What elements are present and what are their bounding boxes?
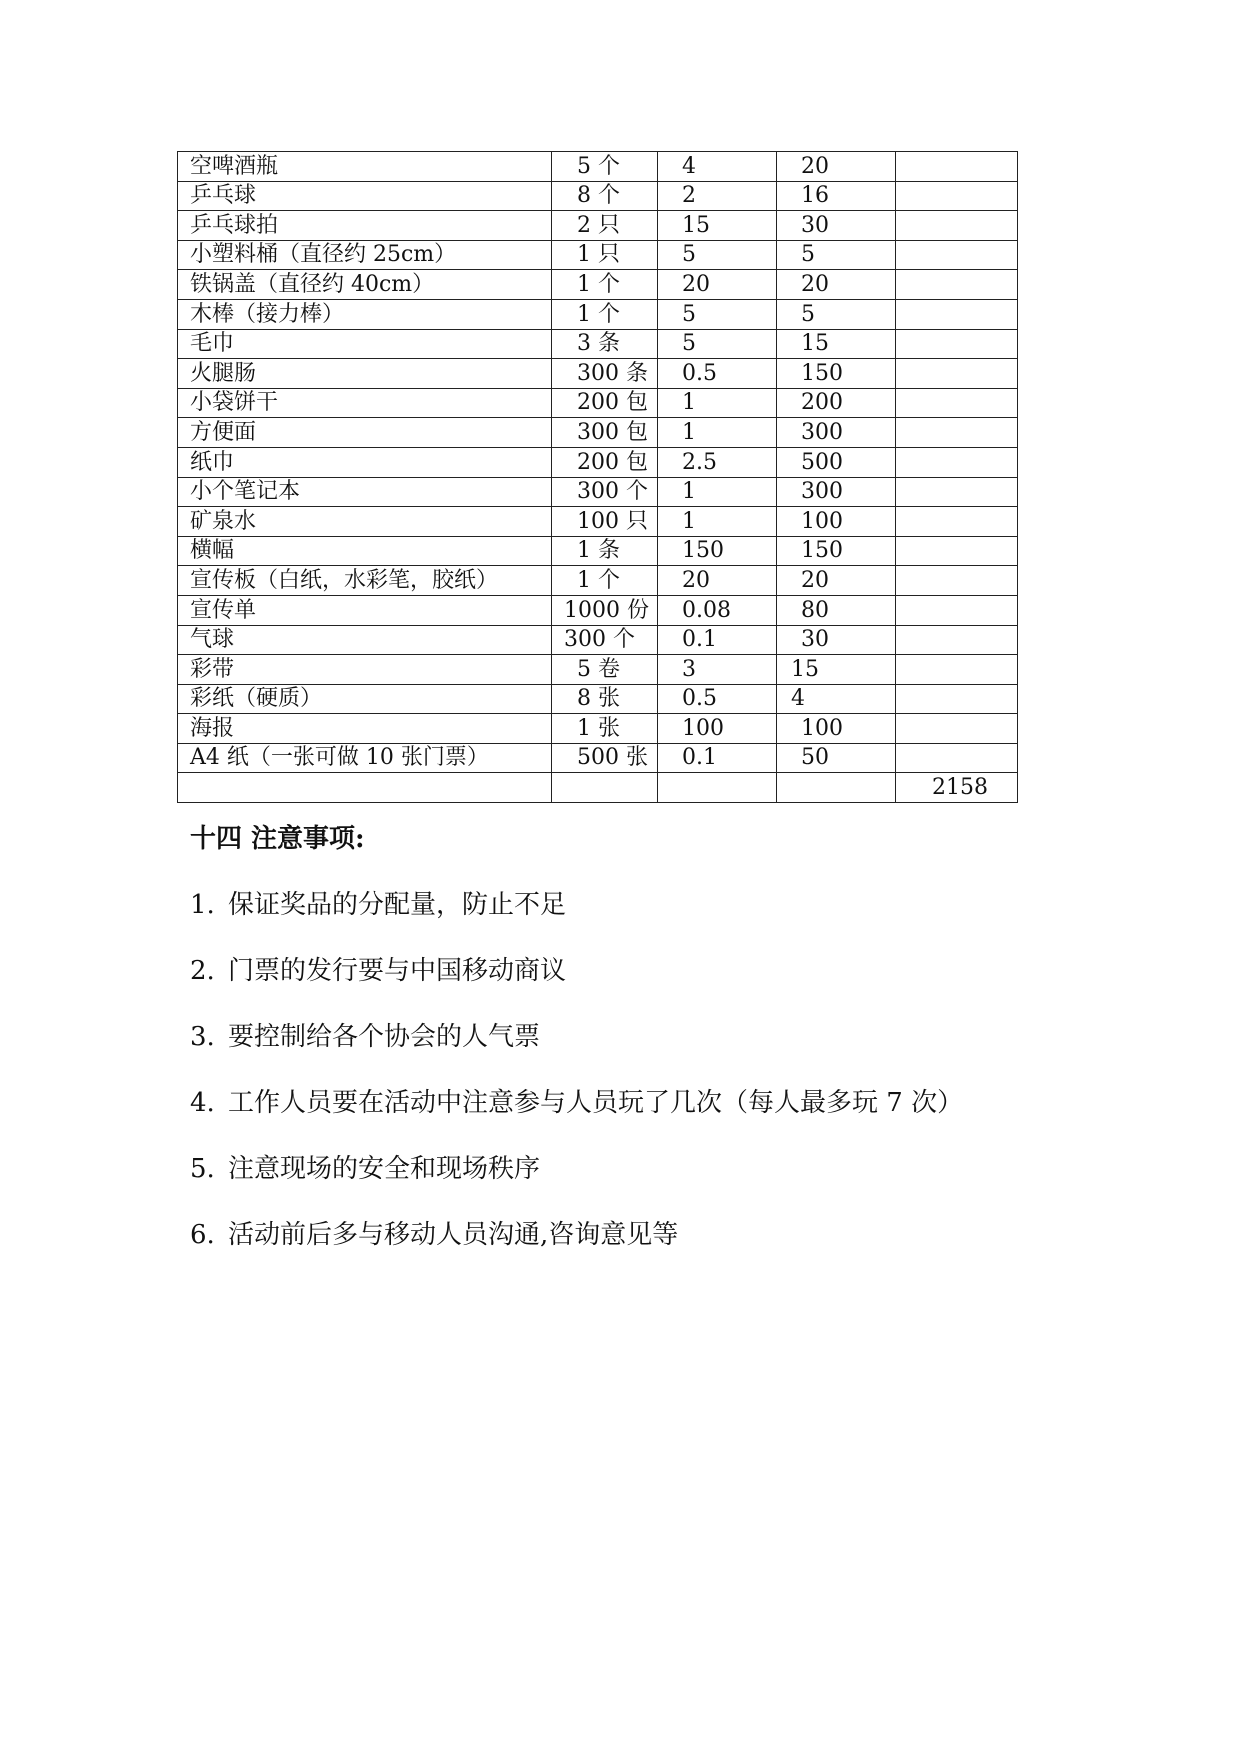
unit-price-cell: 0.08	[658, 595, 777, 625]
unit-price-cell: 0.1	[658, 743, 777, 773]
item-cell: 纸巾	[178, 447, 552, 477]
table-row	[178, 211, 1018, 241]
quantity-cell	[552, 773, 658, 803]
quantity-cell: 8 个	[552, 181, 658, 211]
table-row	[178, 240, 1018, 270]
item-cell: 宣传单	[178, 595, 552, 625]
table-row	[178, 507, 1018, 537]
budget-table-body	[178, 152, 1018, 803]
unit-price-cell: 2.5	[658, 447, 777, 477]
unit-price-cell: 0.5	[658, 684, 777, 714]
table-row	[178, 299, 1018, 329]
quantity-cell: 1 个	[552, 566, 658, 596]
table-row	[178, 684, 1018, 714]
subtotal-cell: 80	[777, 595, 896, 625]
note-number: 4.	[190, 1088, 215, 1118]
item-cell: 彩纸（硬质）	[178, 684, 552, 714]
table-row	[178, 655, 1018, 685]
table-row	[178, 743, 1018, 773]
total-cell	[896, 477, 1018, 507]
unit-price-cell	[658, 773, 777, 803]
subtotal-cell: 50	[777, 743, 896, 773]
subtotal-cell: 300	[777, 477, 896, 507]
subtotal-cell: 16	[777, 181, 896, 211]
quantity-cell: 1000 份	[552, 595, 658, 625]
subtotal-cell: 100	[777, 507, 896, 537]
item-cell: 小塑料桶（直径约 25cm）	[178, 240, 552, 270]
unit-price-cell: 0.1	[658, 625, 777, 655]
total-cell	[896, 655, 1018, 685]
item-cell: 乒乓球拍	[178, 211, 552, 241]
total-cell	[896, 536, 1018, 566]
unit-price-cell: 20	[658, 270, 777, 300]
subtotal-cell: 30	[777, 211, 896, 241]
total-cell	[896, 625, 1018, 655]
quantity-cell: 5 卷	[552, 655, 658, 685]
quantity-cell: 300 个	[552, 477, 658, 507]
note-number: 3.	[190, 1022, 215, 1052]
quantity-cell: 200 包	[552, 388, 658, 418]
table-row	[178, 714, 1018, 744]
note-item	[190, 954, 963, 1020]
table-row	[178, 329, 1018, 359]
subtotal-cell: 200	[777, 388, 896, 418]
quantity-cell: 5 个	[552, 152, 658, 182]
total-cell	[896, 418, 1018, 448]
subtotal-cell: 15	[777, 329, 896, 359]
note-item	[190, 1152, 963, 1218]
total-cell: 2158	[896, 773, 1018, 803]
quantity-cell: 300 包	[552, 418, 658, 448]
unit-price-cell: 5	[658, 299, 777, 329]
table-row	[178, 181, 1018, 211]
item-cell: 乒乓球	[178, 181, 552, 211]
unit-price-cell: 1	[658, 418, 777, 448]
subtotal-cell: 5	[777, 240, 896, 270]
quantity-cell: 300 条	[552, 359, 658, 389]
item-cell: 木棒（接力棒）	[178, 299, 552, 329]
note-number: 1.	[190, 890, 215, 920]
quantity-cell: 1 条	[552, 536, 658, 566]
note-text: 门票的发行要与中国移动商议	[228, 956, 567, 986]
note-item	[190, 1020, 963, 1086]
quantity-cell: 500 张	[552, 743, 658, 773]
unit-price-cell: 3	[658, 655, 777, 685]
subtotal-cell: 20	[777, 566, 896, 596]
item-cell: 方便面	[178, 418, 552, 448]
note-item	[190, 1218, 963, 1284]
total-cell	[896, 507, 1018, 537]
subtotal-cell: 300	[777, 418, 896, 448]
subtotal-cell: 30	[777, 625, 896, 655]
note-item	[190, 888, 963, 954]
note-text: 保证奖品的分配量，防止不足	[228, 890, 567, 920]
section-heading: 十四 注意事项:	[190, 824, 365, 854]
total-cell	[896, 299, 1018, 329]
total-cell	[896, 181, 1018, 211]
subtotal-cell: 4	[777, 684, 896, 714]
total-cell	[896, 329, 1018, 359]
note-number: 6.	[190, 1220, 215, 1250]
table-row	[178, 566, 1018, 596]
subtotal-cell: 15	[777, 655, 896, 685]
quantity-cell: 100 只	[552, 507, 658, 537]
unit-price-cell: 0.5	[658, 359, 777, 389]
subtotal-cell: 20	[777, 270, 896, 300]
unit-price-cell: 15	[658, 211, 777, 241]
table-row	[178, 418, 1018, 448]
table-row	[178, 477, 1018, 507]
unit-price-cell: 2	[658, 181, 777, 211]
subtotal-cell: 100	[777, 714, 896, 744]
quantity-cell: 3 条	[552, 329, 658, 359]
unit-price-cell: 1	[658, 507, 777, 537]
note-text: 活动前后多与移动人员沟通,咨询意见等	[228, 1220, 679, 1250]
item-cell: 火腿肠	[178, 359, 552, 389]
subtotal-cell: 500	[777, 447, 896, 477]
item-cell: 海报	[178, 714, 552, 744]
subtotal-cell	[777, 773, 896, 803]
item-cell: 彩带	[178, 655, 552, 685]
unit-price-cell: 5	[658, 240, 777, 270]
total-cell	[896, 211, 1018, 241]
total-cell	[896, 270, 1018, 300]
unit-price-cell: 1	[658, 388, 777, 418]
total-cell	[896, 447, 1018, 477]
budget-table	[177, 151, 1018, 803]
note-text: 注意现场的安全和现场秩序	[228, 1154, 541, 1184]
total-cell	[896, 240, 1018, 270]
table-row	[178, 447, 1018, 477]
subtotal-cell: 150	[777, 536, 896, 566]
total-cell	[896, 595, 1018, 625]
note-text: 要控制给各个协会的人气票	[228, 1022, 541, 1052]
unit-price-cell: 5	[658, 329, 777, 359]
total-cell	[896, 359, 1018, 389]
total-cell	[896, 714, 1018, 744]
table-row	[178, 270, 1018, 300]
unit-price-cell: 150	[658, 536, 777, 566]
item-cell: 气球	[178, 625, 552, 655]
unit-price-cell: 20	[658, 566, 777, 596]
quantity-cell: 8 张	[552, 684, 658, 714]
subtotal-cell: 5	[777, 299, 896, 329]
item-cell: 矿泉水	[178, 507, 552, 537]
table-row	[178, 595, 1018, 625]
total-cell	[896, 684, 1018, 714]
quantity-cell: 300 个	[552, 625, 658, 655]
quantity-cell: 1 只	[552, 240, 658, 270]
item-cell: 铁锅盖（直径约 40cm）	[178, 270, 552, 300]
total-cell	[896, 743, 1018, 773]
item-cell: 小袋饼干	[178, 388, 552, 418]
quantity-cell: 2 只	[552, 211, 658, 241]
item-cell: 小个笔记本	[178, 477, 552, 507]
item-cell: 空啤酒瓶	[178, 152, 552, 182]
table-row	[178, 625, 1018, 655]
note-text: 工作人员要在活动中注意参与人员玩了几次（每人最多玩 7 次）	[228, 1088, 964, 1118]
unit-price-cell: 100	[658, 714, 777, 744]
quantity-cell: 1 张	[552, 714, 658, 744]
total-cell	[896, 566, 1018, 596]
item-cell: 横幅	[178, 536, 552, 566]
subtotal-cell: 20	[777, 152, 896, 182]
item-cell	[178, 773, 552, 803]
unit-price-cell: 1	[658, 477, 777, 507]
notes-list	[190, 888, 963, 1284]
note-number: 2.	[190, 956, 215, 986]
unit-price-cell: 4	[658, 152, 777, 182]
quantity-cell: 1 个	[552, 270, 658, 300]
subtotal-cell: 150	[777, 359, 896, 389]
total-cell	[896, 388, 1018, 418]
quantity-cell: 200 包	[552, 447, 658, 477]
quantity-cell: 1 个	[552, 299, 658, 329]
table-row	[178, 152, 1018, 182]
table-row	[178, 773, 1018, 803]
table-row	[178, 388, 1018, 418]
item-cell: 毛巾	[178, 329, 552, 359]
item-cell: A4 纸（一张可做 10 张门票）	[178, 743, 552, 773]
table-row	[178, 536, 1018, 566]
total-cell	[896, 152, 1018, 182]
note-item	[190, 1086, 963, 1152]
note-number: 5.	[190, 1154, 215, 1184]
item-cell: 宣传板（白纸，水彩笔，胶纸）	[178, 566, 552, 596]
table-row	[178, 359, 1018, 389]
